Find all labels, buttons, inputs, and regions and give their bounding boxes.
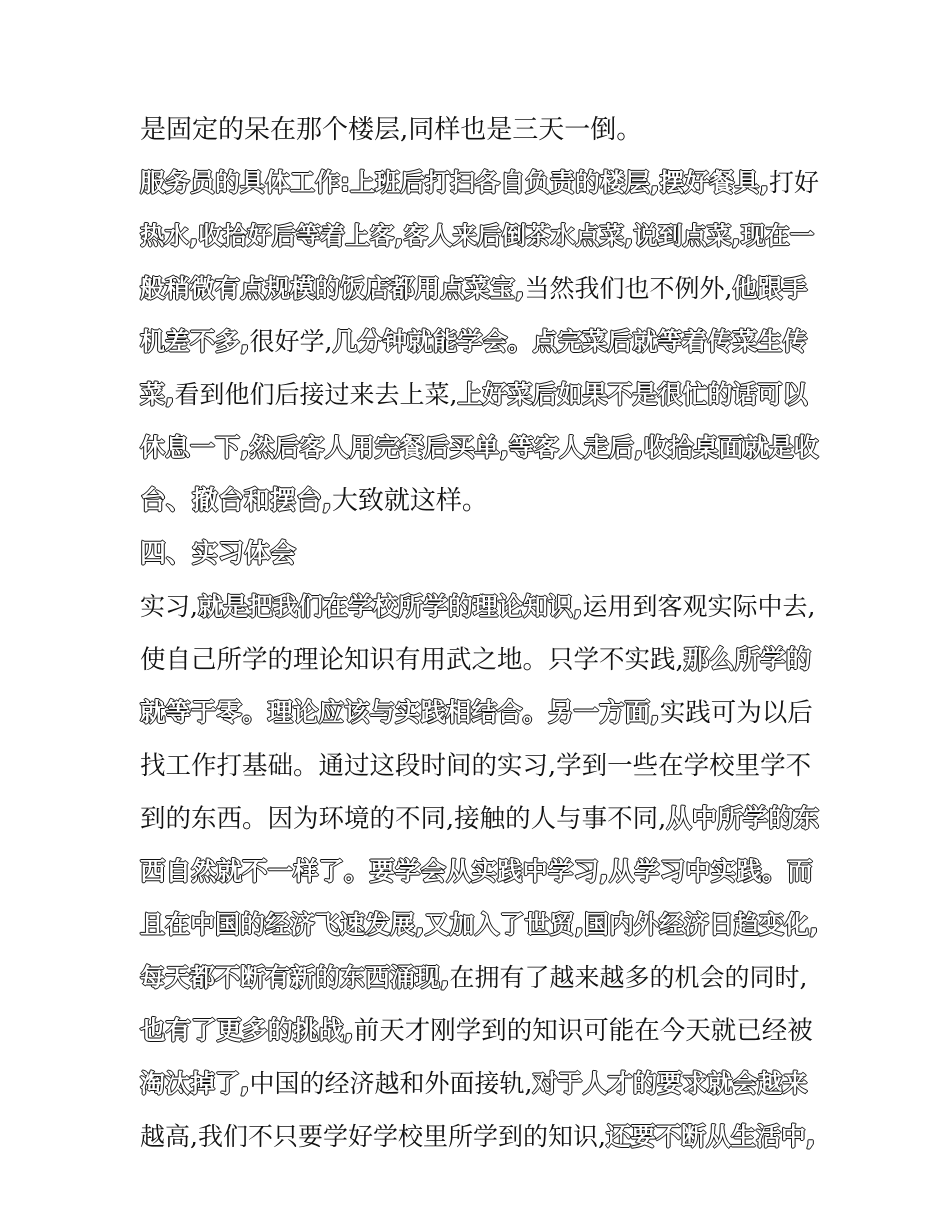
text-line [140, 746, 820, 786]
text-segment: 运用到客观实际中去, [582, 592, 816, 621]
text-segment: 也有了更多的挑战, [140, 1016, 354, 1046]
text-segment: 很好学, [249, 327, 333, 356]
text-segment: 看到他们后接过来去上菜, [174, 380, 458, 409]
text-segment: 打好 [769, 168, 820, 197]
text-line [140, 428, 820, 468]
text-segment: 从中所学的东 [666, 804, 820, 834]
text-line [140, 481, 820, 521]
text-line [140, 905, 820, 945]
text-segment: 到的东西。因为环境的不同,接触的人与事不同, [140, 804, 667, 834]
text-segment: 上好菜后如果不是很忙的话可以 [457, 380, 808, 409]
text-segment: 对于人才的要求就会越来 [532, 1069, 808, 1098]
text-segment: 几分钟就能学会。点完菜后就等着传菜生传 [332, 327, 808, 356]
text-segment: 热水,收拾好后等着上客,客人来后倒茶水点菜,说到点菜,现在一 [140, 221, 815, 250]
text-segment: 在拥有了越来越多的机会的同时, [449, 963, 808, 992]
text-segment: 找工作打基础。通过这段时间的实习,学到一些在学校里学不 [140, 751, 812, 781]
text-segment: 且在中国的经济飞速发展,又加入了世贸,国内外经济日趋变化, [140, 910, 819, 939]
text-segment: 使自己所学的理论知识有用武之地。只学不实践, [140, 645, 684, 675]
text-segment: 菜, [140, 380, 175, 409]
text-line [140, 958, 820, 998]
text-line [140, 1064, 820, 1104]
text-segment: 淘汰掉了, [140, 1069, 250, 1098]
text-line [140, 799, 820, 839]
text-segment: 服务员的具体工作:上班后打扫各自负责的楼层,摆好餐具, [140, 168, 769, 197]
text-segment: 休息一下,然后客人用完餐后买单,等客人走后,收拾桌面就是收 [140, 433, 819, 462]
text-segment: 前天才刚学到的知识可能在今天就已经被 [353, 1016, 813, 1046]
text-segment: 他跟手 [732, 274, 808, 303]
text-line [140, 322, 820, 362]
text-segment: 中国的经济越和外面接轨, [249, 1069, 533, 1098]
text-segment: 每天都不断有新的东西涌现, [140, 963, 450, 992]
text-segment: 四、实习体会 [140, 539, 297, 569]
text-line [140, 216, 820, 256]
text-segment: 实习, [140, 592, 198, 621]
text-line [140, 110, 820, 150]
text-line [140, 375, 820, 415]
text-segment: 当然我们也不例外, [524, 274, 733, 303]
text-line [140, 587, 820, 627]
text-line [140, 1011, 820, 1051]
section-heading [140, 534, 820, 574]
text-line [140, 269, 820, 309]
text-segment: 大致就这样。 [331, 486, 488, 516]
text-segment: 西自然就不一样了。要学会从实践中学习,从学习中实践。而 [140, 857, 813, 887]
text-segment: 越高,我们不只要学好学校里所学到的知识, [140, 1122, 606, 1151]
text-segment: 那么所学的 [683, 645, 812, 675]
text-line [140, 163, 820, 203]
text-segment: 般稍微有点规模的饭店都用点菜宝, [140, 274, 525, 303]
text-segment: 就是把我们在学校所学的理论知识, [197, 592, 583, 621]
text-segment: 是固定的呆在那个楼层,同样也是三天一倒。 [140, 115, 643, 145]
text-segment: 实践可为以后 [659, 698, 813, 728]
text-segment: 就等于零。理论应该与实践相结合。另一方面, [140, 698, 660, 728]
text-line [140, 693, 820, 733]
text-segment: 还要不断从生活中, [605, 1122, 816, 1151]
text-segment: 机差不多, [140, 327, 250, 356]
text-line [140, 852, 820, 892]
text-line [140, 640, 820, 680]
text-line [140, 1117, 820, 1157]
text-segment: 台、撤台和摆台, [140, 486, 332, 516]
